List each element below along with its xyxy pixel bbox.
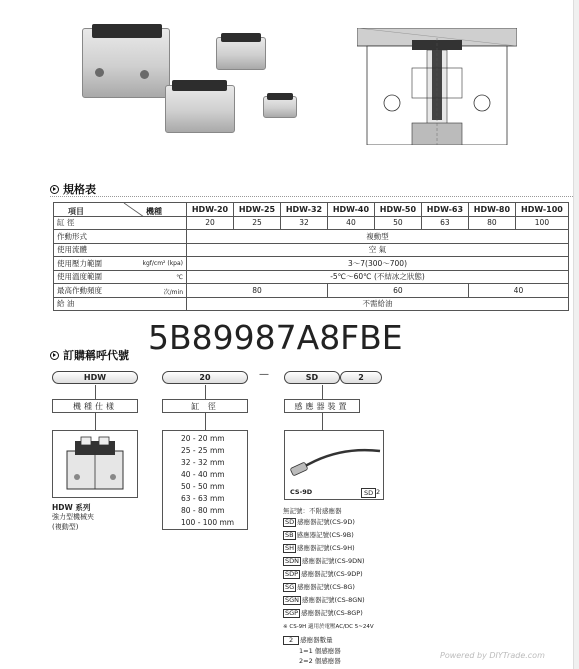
model-desc-line1: HDW 系列	[52, 503, 91, 512]
sensor-caption: CS-9D	[290, 488, 313, 496]
code-separator: —	[259, 369, 269, 380]
list-item: SDN 感應器記號(CS-9DN)	[285, 557, 365, 565]
model-header: HDW-50	[374, 203, 421, 217]
model-header: HDW-100	[515, 203, 568, 217]
table-row: 缸 徑 20 25 32 40 50 63 80 100	[54, 216, 569, 230]
model-header: HDW-40	[327, 203, 374, 217]
list-item: SH 感應器記號(CS-9H)	[285, 544, 355, 552]
gripper-photo-large	[82, 28, 170, 98]
model-header: HDW-25	[233, 203, 280, 217]
list-item: SG 感應器記號(CS-8G)	[285, 583, 355, 591]
sensor-tag-qty: 2	[376, 488, 381, 496]
arrow-bullet-icon	[50, 351, 59, 360]
gripper-jaw-top	[172, 80, 227, 91]
arrow-bullet-icon	[50, 185, 59, 194]
sensor-tag-code: SD	[361, 488, 376, 498]
sensor-illustration-panel	[284, 430, 384, 500]
label-bore: 缸 徑	[162, 399, 248, 413]
sensor-cable-icon	[285, 431, 383, 483]
connector-line	[322, 385, 323, 400]
sensor-voltage-note: ※ CS-9H 適用於電壓AC/DC 5~24V	[283, 624, 374, 630]
table-row: 使用流體 空 氣	[54, 243, 569, 257]
table-row: 給 油 不需給油	[54, 297, 569, 311]
list-item: 32 - 32 mm	[181, 458, 225, 467]
list-item: 100 - 100 mm	[181, 518, 235, 527]
qty-item: 2 感應器數量	[283, 635, 333, 645]
spec-section-title: 規格表	[50, 181, 96, 197]
page-edge-bar	[573, 0, 579, 669]
connector-line	[322, 413, 323, 430]
cross-section-drawing	[357, 28, 517, 145]
gripper-jaw-top	[267, 93, 293, 100]
list-item: 40 - 40 mm	[181, 470, 225, 479]
table-row: 使用壓力範圍 kgf/cm² (kpa) 3～7(300～700)	[54, 257, 569, 271]
order-section-title: 訂購稱呼代號	[50, 347, 129, 363]
gripper-hole	[95, 68, 104, 77]
code-pill-qty: 2	[340, 371, 382, 384]
gripper-illustration-icon	[53, 431, 137, 497]
qty-option-2: 2=2 個感應器	[299, 657, 341, 665]
connector-line	[95, 413, 96, 430]
gripper-hole	[140, 70, 149, 79]
sensor-none-note: 無記號：不附感應器	[283, 507, 342, 515]
list-item: 80 - 80 mm	[181, 506, 225, 515]
list-item: 50 - 50 mm	[181, 482, 225, 491]
table-row: 作動形式 複動型	[54, 230, 569, 244]
model-header: HDW-32	[280, 203, 327, 217]
list-item: 25 - 25 mm	[181, 446, 225, 455]
header-item-model-cell: 項目 機種	[54, 203, 187, 217]
gripper-jaw-top	[221, 33, 261, 42]
model-header: HDW-20	[187, 203, 234, 217]
code-pill-model: HDW	[52, 371, 138, 384]
list-item: 20 - 20 mm	[181, 434, 225, 443]
list-item: SGN 感應器記號(CS-8GN)	[285, 596, 365, 604]
code-pill-bore: 20	[162, 371, 248, 384]
qty-option-1: 1=1 個感應器	[299, 647, 341, 655]
table-row: 使用溫度範圍 ℃ -5℃～60℃ (不結冰之狀態)	[54, 270, 569, 284]
spec-table	[53, 202, 569, 311]
overlay-code-text: 5B89987A8FBE	[148, 318, 403, 357]
model-illustration-panel	[52, 430, 138, 498]
model-header: HDW-63	[421, 203, 468, 217]
table-row: 最高作動頻度 次/min 80 60 40	[54, 284, 569, 298]
code-pill-sensor: SD	[284, 371, 340, 384]
list-item: 63 - 63 mm	[181, 494, 225, 503]
model-header: HDW-80	[468, 203, 515, 217]
gripper-jaw-top	[92, 24, 162, 38]
list-item: SD 感應器記號(CS-9D)	[285, 518, 355, 526]
footer-watermark: Powered by DIYTrade.com	[440, 651, 545, 660]
label-model-spec: 機種仕樣	[52, 399, 138, 413]
connector-line	[95, 385, 96, 400]
table-header-row	[54, 203, 569, 217]
list-item: SB 感應器記號(CS-9B)	[285, 531, 354, 539]
list-item: SDP 感應器記號(CS-9DP)	[285, 570, 363, 578]
section-divider	[50, 196, 573, 197]
model-desc-line3: (複動型)	[52, 523, 79, 531]
connector-line	[205, 413, 206, 430]
connector-line	[205, 385, 206, 400]
label-sensor-device: 感應器裝置	[284, 399, 360, 413]
gripper-photo-medium	[165, 85, 235, 133]
bore-list-panel	[162, 430, 248, 530]
model-desc-line2: 強力型機械夾	[52, 513, 94, 521]
list-item: SGP 感應器記號(CS-8GP)	[285, 609, 363, 617]
